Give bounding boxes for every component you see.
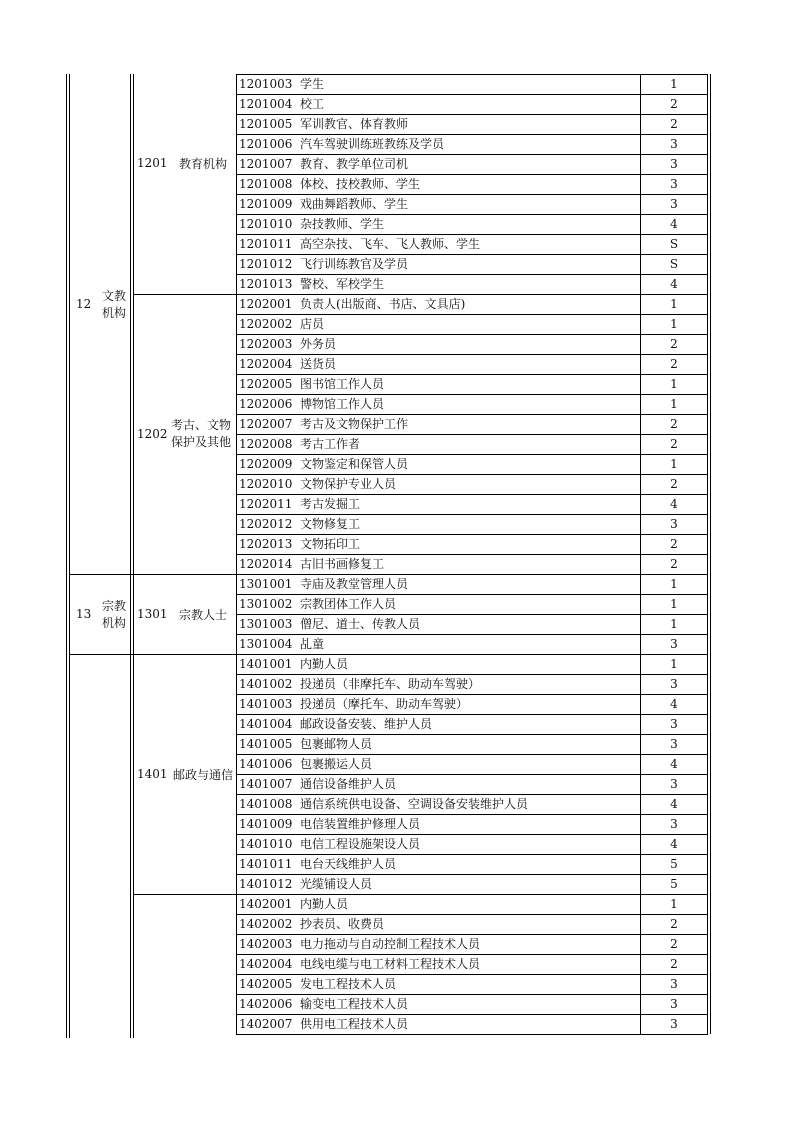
risk-level: 1	[670, 77, 678, 91]
occupation-code: 1201011	[239, 237, 293, 251]
risk-level: 4	[670, 497, 678, 511]
occupation-name: 军训教官、体育教师	[300, 117, 409, 131]
occupation-code: 1201006	[239, 137, 293, 151]
occupation-code: 1401005	[239, 737, 293, 751]
subgroup-name: 宗教人士	[178, 608, 227, 622]
occupation-code: 1201007	[239, 157, 293, 171]
grid-line	[133, 294, 236, 295]
occupation-code: 1202007	[239, 417, 293, 431]
occupation-code: 1401007	[239, 777, 293, 791]
risk-level: 2	[670, 417, 678, 431]
risk-level: 3	[670, 1017, 678, 1031]
occupation-code: 1301001	[239, 577, 293, 591]
occupation-name: 高空杂技、飞车、飞人教师、学生	[300, 237, 481, 251]
occupation-code: 1201010	[239, 217, 293, 231]
occupation-name: 考古发掘工	[300, 497, 361, 511]
risk-level: 4	[670, 217, 678, 231]
group-name: 宗教机构	[101, 599, 126, 630]
risk-level: 1	[670, 597, 678, 611]
risk-level: 3	[670, 737, 678, 751]
occupation-code: 1301004	[239, 637, 293, 651]
occupation-name: 图书馆工作人员	[300, 377, 385, 391]
occupation-code: 1201003	[239, 77, 293, 91]
occupation-name: 杂技教师、学生	[300, 217, 385, 231]
occupation-code: 1402007	[239, 1017, 293, 1031]
risk-level: 1	[670, 657, 678, 671]
occupation-code: 1202012	[239, 517, 293, 531]
occupation-code: 1402005	[239, 977, 293, 991]
risk-level: 3	[670, 777, 678, 791]
occupation-code: 1401004	[239, 717, 293, 731]
risk-level: 2	[670, 937, 678, 951]
occupation-code: 1301003	[239, 617, 293, 631]
risk-level: 3	[670, 717, 678, 731]
group-number: 13	[76, 607, 92, 621]
risk-level: 3	[670, 677, 678, 691]
occupation-code: 1201012	[239, 257, 293, 271]
occupation-name: 体校、技校教师、学生	[300, 177, 421, 191]
grid-line	[69, 654, 236, 655]
occupation-code: 1202004	[239, 357, 293, 371]
risk-level: 3	[670, 177, 678, 191]
risk-level: 4	[670, 277, 678, 291]
occupation-name: 通信系统供电设备、空调设备安装维护人员	[300, 797, 529, 811]
risk-level: 3	[670, 137, 678, 151]
occupation-code: 1401006	[239, 757, 293, 771]
occupation-name: 包裹搬运人员	[300, 757, 373, 771]
risk-level: 4	[670, 797, 678, 811]
occupation-name: 教育、教学单位司机	[300, 157, 409, 171]
occupation-code: 1202014	[239, 557, 293, 571]
occupation-name: 外务员	[300, 337, 337, 351]
risk-level: 2	[670, 557, 678, 571]
occupation-name: 文物保护专业人员	[300, 477, 397, 491]
occupation-code: 1201004	[239, 97, 293, 111]
subgroup-code: 1202	[137, 427, 168, 441]
occupation-name: 投递员（非摩托车、助动车驾驶）	[300, 677, 481, 691]
occupation-name: 负责人(出版商、书店、文具店)	[300, 297, 466, 311]
occupation-code: 1201008	[239, 177, 293, 191]
risk-level: 2	[670, 537, 678, 551]
risk-level: 3	[670, 197, 678, 211]
risk-level: 1	[670, 377, 678, 391]
occupation-code: 1401010	[239, 837, 293, 851]
grid-line	[710, 74, 711, 1034]
risk-level: 1	[670, 897, 678, 911]
occupation-name: 包裹邮物人员	[300, 737, 373, 751]
risk-level: 3	[670, 157, 678, 171]
occupation-name: 通信设备维护人员	[300, 777, 397, 791]
risk-level: 1	[670, 317, 678, 331]
occupation-code: 1201013	[239, 277, 293, 291]
occupation-code: 1202006	[239, 397, 293, 411]
occupation-code: 1201005	[239, 117, 293, 131]
subgroup-code: 1201	[137, 156, 168, 170]
group-name: 文教机构	[101, 289, 126, 320]
occupation-name: 戏曲舞蹈教师、学生	[300, 197, 409, 211]
occupation-name: 电信装置维护修理人员	[300, 817, 421, 831]
occupation-name: 送货员	[300, 357, 337, 371]
occupation-name: 寺庙及教堂管理人员	[300, 577, 409, 591]
occupation-code: 1401011	[239, 857, 293, 871]
risk-level: 2	[670, 117, 678, 131]
risk-level: 2	[670, 917, 678, 931]
risk-level: 2	[670, 477, 678, 491]
grid-line	[69, 74, 70, 1038]
occupation-name: 僧尼、道士、传教人员	[300, 617, 421, 631]
occupation-code: 1202003	[239, 337, 293, 351]
occupation-name: 内勤人员	[300, 897, 349, 911]
occupation-code: 1202008	[239, 437, 293, 451]
occupation-code: 1202005	[239, 377, 293, 391]
risk-level: 3	[670, 977, 678, 991]
occupation-name: 店员	[300, 317, 325, 331]
occupation-name: 发电工程技术人员	[300, 977, 397, 991]
grid-line	[236, 1034, 708, 1035]
risk-level: 3	[670, 517, 678, 531]
risk-level: 4	[670, 757, 678, 771]
subgroup-code: 1301	[137, 607, 168, 621]
grid-line	[130, 74, 131, 1038]
occupation-name: 电信工程设施架设人员	[300, 837, 421, 851]
subgroup-name: 考古、文物保护及其他	[170, 418, 231, 449]
occupation-code: 1402001	[239, 897, 293, 911]
risk-level: 2	[670, 337, 678, 351]
occupation-name: 汽车驾驶训练班教练及学员	[300, 137, 445, 151]
risk-level: 4	[670, 697, 678, 711]
occupation-name: 电线电缆与电工材料工程技术人员	[300, 957, 481, 971]
subgroup-name: 教育机构	[178, 157, 227, 171]
occupation-name: 文物鉴定和保管人员	[300, 457, 409, 471]
occupation-name: 考古及文物保护工作	[300, 417, 409, 431]
occupation-name: 邮政设备安装、维护人员	[300, 717, 433, 731]
occupation-code: 1401009	[239, 817, 293, 831]
occupation-code: 1402006	[239, 997, 293, 1011]
risk-level: 4	[670, 837, 678, 851]
occupation-code: 1401012	[239, 877, 293, 891]
occupation-code: 1202010	[239, 477, 293, 491]
occupation-name: 输变电工程技术人员	[300, 997, 409, 1011]
occupation-code: 1202009	[239, 457, 293, 471]
subgroup-name: 邮政与通信	[172, 768, 233, 782]
occupation-code: 1301002	[239, 597, 293, 611]
occupation-name: 校工	[300, 97, 325, 111]
occupation-code: 1201009	[239, 197, 293, 211]
occupation-name: 电力拖动与自动控制工程技术人员	[300, 937, 481, 951]
occupation-name: 古旧书画修复工	[300, 557, 385, 571]
occupation-name: 抄表员、收费员	[300, 917, 385, 931]
occupation-name: 文物拓印工	[300, 537, 361, 551]
occupation-name: 飞行训练教官及学员	[300, 257, 409, 271]
occupation-name: 投递员（摩托车、助动车驾驶）	[300, 697, 469, 711]
risk-level: S	[669, 257, 679, 271]
risk-level: 5	[670, 857, 678, 871]
occupation-name: 考古工作者	[300, 437, 361, 451]
risk-level: 3	[670, 637, 678, 651]
risk-level: 3	[670, 997, 678, 1011]
occupation-name: 乩童	[300, 637, 325, 651]
risk-level: 1	[670, 617, 678, 631]
risk-level: 1	[670, 577, 678, 591]
risk-level: 2	[670, 957, 678, 971]
occupation-name: 博物馆工作人员	[300, 397, 385, 411]
occupation-name: 电台天线维护人员	[300, 857, 397, 871]
risk-level: 2	[670, 97, 678, 111]
occupation-code: 1402004	[239, 957, 293, 971]
occupation-name: 内勤人员	[300, 657, 349, 671]
occupation-code: 1202002	[239, 317, 293, 331]
occupation-code: 1401008	[239, 797, 293, 811]
occupation-name: 文物修复工	[300, 517, 361, 531]
occupation-name: 学生	[300, 77, 325, 91]
occupation-name: 宗教团体工作人员	[300, 597, 397, 611]
risk-level: 2	[670, 357, 678, 371]
occupation-name: 警校、军校学生	[300, 277, 385, 291]
occupation-code: 1401002	[239, 677, 293, 691]
risk-level: 1	[670, 457, 678, 471]
risk-level: 2	[670, 437, 678, 451]
occupation-code: 1401001	[239, 657, 293, 671]
occupation-code: 1402003	[239, 937, 293, 951]
occupation-code: 1401003	[239, 697, 293, 711]
risk-level: 3	[670, 817, 678, 831]
occupation-name: 供用电工程技术人员	[300, 1017, 409, 1031]
occupation-code: 1402002	[239, 917, 293, 931]
risk-level: 1	[670, 297, 678, 311]
risk-level: 1	[670, 397, 678, 411]
occupation-code: 1202013	[239, 537, 293, 551]
group-number: 12	[76, 297, 92, 311]
risk-level: S	[669, 237, 679, 251]
occupation-name: 光缆铺设人员	[300, 877, 373, 891]
grid-line	[66, 74, 67, 1038]
risk-level: 5	[670, 877, 678, 891]
occupation-code: 1202001	[239, 297, 293, 311]
grid-line	[133, 894, 236, 895]
grid-line	[69, 574, 236, 575]
occupation-code: 1202011	[239, 497, 293, 511]
subgroup-code: 1401	[137, 767, 168, 781]
